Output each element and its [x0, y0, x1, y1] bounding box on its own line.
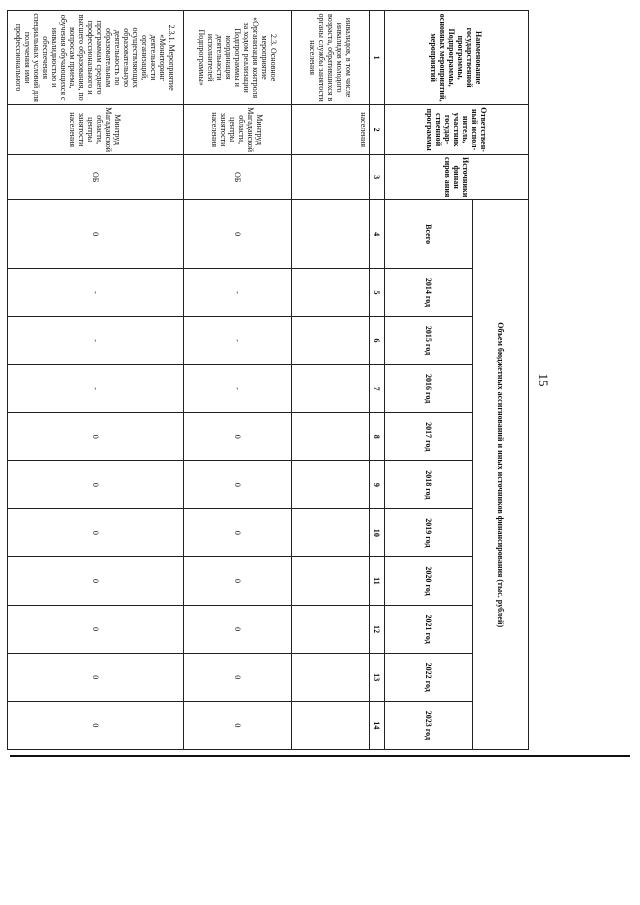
header-source: Источники финан сиров ания: [385, 155, 529, 200]
rotated-page: [14, 10, 561, 750]
row-value: [292, 701, 370, 749]
header-total: Всего: [385, 200, 473, 269]
column-number: 5: [370, 268, 385, 316]
row-value: -: [8, 317, 184, 365]
row-value: 0: [8, 557, 184, 605]
row-value: 0: [8, 461, 184, 509]
row-value: 0: [184, 200, 292, 269]
page-number: 15: [536, 373, 551, 387]
row-value: [292, 200, 370, 269]
row-value: [292, 365, 370, 413]
row-value: 0: [184, 653, 292, 701]
row-value: [292, 557, 370, 605]
header-year: 2014 год: [385, 268, 473, 316]
row-source: [292, 155, 370, 200]
row-value: [292, 413, 370, 461]
row-value: [292, 605, 370, 653]
row-value: -: [184, 317, 292, 365]
row-value: 0: [184, 605, 292, 653]
row-executor: населения: [292, 105, 370, 155]
header-year: 2017 год: [385, 413, 473, 461]
row-value: 0: [8, 701, 184, 749]
row-value: -: [184, 268, 292, 316]
row-value: 0: [8, 653, 184, 701]
column-number: 2: [370, 105, 385, 155]
header-year: 2023 год: [385, 701, 473, 749]
column-number: 3: [370, 155, 385, 200]
header-year: 2022 год: [385, 653, 473, 701]
column-number: 7: [370, 365, 385, 413]
header-year: 2019 год: [385, 509, 473, 557]
row-program-name: 2.3. Основное мероприятие «Организация контроля за ходом реализации Подпрограммы и координация деятельности исполнителей Подпрограммы»: [184, 11, 292, 105]
header-year: 2016 год: [385, 365, 473, 413]
row-program-name: 2.3.1. Мероприятие «Мониторинг деятельности организаций, осуществляющих образовательную деятельность по образовательным программам среднего профессионального и высшего образования, по вопросам приема, обучения обучающихся с инвалидностью и обеспечения специальных условий для получения ими профессионального: [8, 11, 184, 105]
row-value: 0: [184, 461, 292, 509]
column-number: 13: [370, 653, 385, 701]
page-divider-line: [10, 755, 630, 757]
row-value: 0: [8, 509, 184, 557]
column-number: 14: [370, 701, 385, 749]
row-value: 0: [8, 200, 184, 269]
row-value: -: [8, 268, 184, 316]
column-number: 12: [370, 605, 385, 653]
row-value: [292, 268, 370, 316]
row-value: -: [8, 365, 184, 413]
row-value: [292, 509, 370, 557]
row-value: [292, 653, 370, 701]
row-value: 0: [184, 701, 292, 749]
column-number: 10: [370, 509, 385, 557]
row-program-name: инвалидов, в том числе инвалидов молодого возраста, обратившихся в органы службы занятости населения: [292, 11, 370, 105]
row-executor: Минтруд Магаданской области, центры занятости населения: [8, 105, 184, 155]
column-number: 11: [370, 557, 385, 605]
header-budget-group: Объем бюджетных ассигнований и иных источников финансирования (тыс. рублей): [473, 200, 529, 750]
row-executor: Минтруд Магаданской области, центры занятости населения: [184, 105, 292, 155]
row-value: 0: [8, 413, 184, 461]
row-value: 0: [8, 605, 184, 653]
column-number: 8: [370, 413, 385, 461]
row-value: [292, 317, 370, 365]
row-source: ОБ: [184, 155, 292, 200]
budget-table: [7, 10, 529, 750]
header-year: 2020 год: [385, 557, 473, 605]
row-value: 0: [184, 413, 292, 461]
row-value: -: [184, 365, 292, 413]
column-number: 4: [370, 200, 385, 269]
header-program-name: Наименование государственной программы, Подпрограммы, основных мероприятий, мероприятий: [385, 11, 529, 105]
column-number: 6: [370, 317, 385, 365]
column-number: 1: [370, 11, 385, 105]
header-executor: Ответствен-ный испол-нитель, участник государ-ственной программы: [385, 105, 529, 155]
header-year: 2021 год: [385, 605, 473, 653]
column-number: 9: [370, 461, 385, 509]
row-value: [292, 461, 370, 509]
header-year: 2018 год: [385, 461, 473, 509]
header-year: 2015 год: [385, 317, 473, 365]
row-source: ОБ: [8, 155, 184, 200]
row-value: 0: [184, 557, 292, 605]
row-value: 0: [184, 509, 292, 557]
